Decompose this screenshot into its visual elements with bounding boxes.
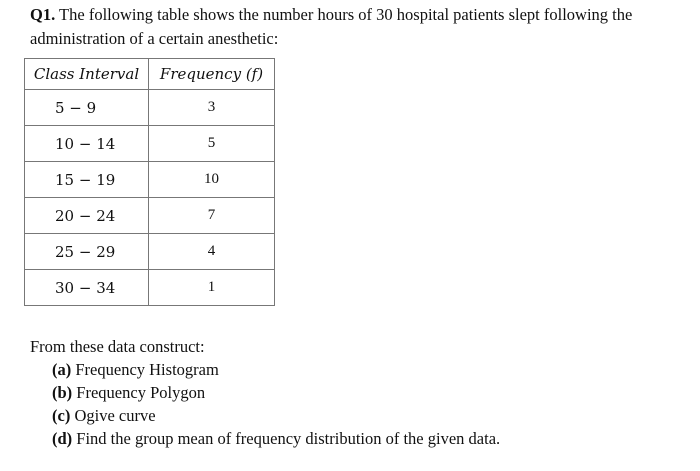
class-interval-cell: 25 − 29 xyxy=(25,234,149,270)
class-interval-cell: 5 − 9 xyxy=(25,90,149,126)
class-interval-cell: 30 − 34 xyxy=(25,270,149,306)
item-label: (c) xyxy=(52,406,71,425)
frequency-cell: 4 xyxy=(149,234,275,270)
table-row xyxy=(25,270,275,306)
item-label: (d) xyxy=(52,429,73,448)
item-text: Ogive curve xyxy=(70,406,156,425)
question-number: Q1. xyxy=(30,5,56,24)
item-label: (a) xyxy=(52,360,72,379)
table-header-row xyxy=(25,59,275,90)
table-row xyxy=(25,234,275,270)
frequency-cell: 10 xyxy=(149,162,275,198)
table-row xyxy=(25,90,275,126)
table-row xyxy=(25,126,275,162)
question-text xyxy=(30,3,692,51)
frequency-cell: 3 xyxy=(149,90,275,126)
table-row xyxy=(25,162,275,198)
item-label: (b) xyxy=(52,383,73,402)
instruction-item-d xyxy=(30,427,500,450)
class-interval-cell: 15 − 19 xyxy=(25,162,149,198)
item-text: Frequency Histogram xyxy=(71,360,219,379)
frequency-cell: 1 xyxy=(149,270,275,306)
header-class-interval: Class Interval xyxy=(25,59,149,90)
table-row xyxy=(25,198,275,234)
frequency-cell: 5 xyxy=(149,126,275,162)
header-frequency: Frequency (f) xyxy=(149,59,275,90)
item-text: Frequency Polygon xyxy=(72,383,206,402)
class-interval-cell: 10 − 14 xyxy=(25,126,149,162)
instruction-item-a xyxy=(30,358,500,381)
question-body: The following table shows the number hours of 30 hospital patients slept following the administration of a certain anesthetic: xyxy=(30,5,633,48)
frequency-cell: 7 xyxy=(149,198,275,234)
instructions xyxy=(30,335,500,450)
item-text: Find the group mean of frequency distribution of the given data. xyxy=(72,429,501,448)
instruction-item-b xyxy=(30,381,500,404)
instruction-item-c xyxy=(30,404,500,427)
frequency-table xyxy=(24,58,275,306)
instructions-intro: From these data construct: xyxy=(30,337,205,356)
class-interval-cell: 20 − 24 xyxy=(25,198,149,234)
